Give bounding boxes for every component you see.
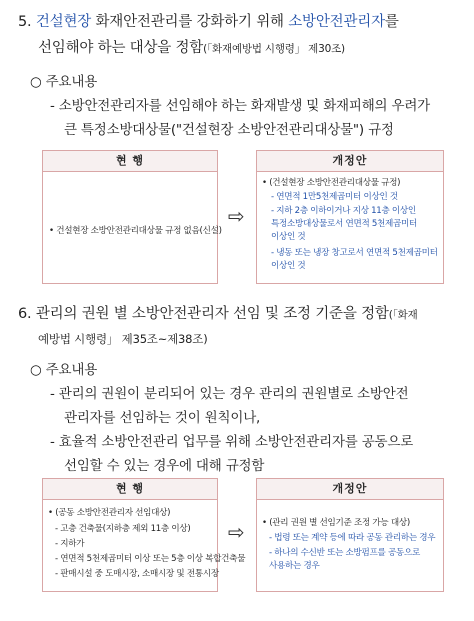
box-line: 특정소방대상물로서 연면적 5천제곱미터 (271, 219, 418, 229)
content-line: 선임할 수 있는 경우에 대해 규정함 (64, 458, 265, 474)
box-line: - 냉동 또는 냉장 창고로서 연면적 5천제곱미터 (271, 248, 438, 258)
law-reference: (「화재 (388, 309, 418, 321)
heading-text: 선임해야 하는 대상을 정함 (38, 40, 204, 56)
box-line: 이상인 것 (271, 232, 306, 242)
box-line: • 건설현장 소방안전관리대상물 규정 없음(신설) (49, 226, 222, 236)
current-rule-box (42, 478, 246, 592)
highlight-text: 건설현장 (35, 14, 92, 30)
box-line: • (공동 소방안전관리자 선임대상) (48, 508, 171, 518)
content-line: 큰 특정소방대상물("건설현장 소방안전관리대상물") 규정 (64, 122, 394, 138)
box-header: 현 행 (43, 151, 217, 172)
content-line: - 관리의 권원이 분리되어 있는 경우 관리의 권원별로 소방안전 (50, 386, 409, 402)
heading-text: 관리의 권원 별 소방안전관리자 선임 및 조정 기준을 정함 (35, 306, 389, 322)
current-rule-box (42, 150, 222, 284)
heading-text: 화재안전관리를 강화하기 위해 (91, 14, 289, 30)
box-line: - 지하 2층 이하이거나 지상 11층 이상인 (271, 206, 416, 216)
box-line: - 지하가 (55, 539, 85, 549)
highlight-text: 소방안전관리자 (288, 14, 385, 30)
arrow-right-icon: ⇨ (228, 204, 245, 228)
content-line: - 효율적 소방안전관리 업무를 위해 소방안전관리자를 공동으로 (50, 434, 414, 450)
box-header: 현 행 (43, 479, 217, 500)
box-line: - 연면적 1만5천제곱미터 이상인 것 (271, 192, 398, 202)
box-line: - 판매시설 중 도매시장, 소매시장 및 전통시장 (55, 569, 219, 579)
content-line: - 소방안전관리자를 선임해야 하는 화재발생 및 화재피해의 우려가 (50, 98, 431, 114)
box-line: - 연면적 5천제곱미터 이상 또는 5층 이상 복합건축물 (55, 554, 246, 564)
box-header: 개정안 (257, 151, 443, 172)
section-6-heading-line2 (38, 329, 208, 349)
subheading: ○ 주요내용 (30, 74, 98, 90)
box-line: 사용하는 경우 (269, 561, 320, 571)
box-line: - 하나의 수신반 또는 소방펌프를 공동으로 (269, 548, 420, 558)
box-header: 개정안 (257, 479, 443, 500)
box-line: • (관리 권원 별 선임기준 조정 가능 대상) (262, 518, 410, 528)
arrow-right-icon: ⇨ (228, 520, 245, 544)
box-line: 이상인 것 (271, 261, 306, 271)
section-5-heading (18, 12, 399, 32)
amendment-box (256, 150, 444, 284)
box-line: - 고층 건축물(지하층 제외 11층 이상) (55, 524, 191, 534)
section-number: 5. (18, 14, 32, 30)
content-line: 관리자를 선임하는 것이 원칙이나, (64, 410, 261, 426)
law-reference: (「화재예방법 시행령」 제30조) (203, 43, 345, 55)
section-number: 6. (18, 306, 32, 322)
law-reference: 예방법 시행령」 제35조~제38조) (38, 332, 208, 346)
section-6-heading (18, 304, 418, 325)
subheading: ○ 주요내용 (30, 362, 98, 378)
heading-text: 를 (384, 14, 399, 30)
box-line: - 법령 또는 계약 등에 따라 공동 관리하는 경우 (269, 533, 436, 543)
amendment-box (256, 478, 444, 592)
box-line: • (건설현장 소방안전관리대상물 규정) (262, 178, 401, 188)
section-5-heading-line2 (38, 38, 345, 59)
